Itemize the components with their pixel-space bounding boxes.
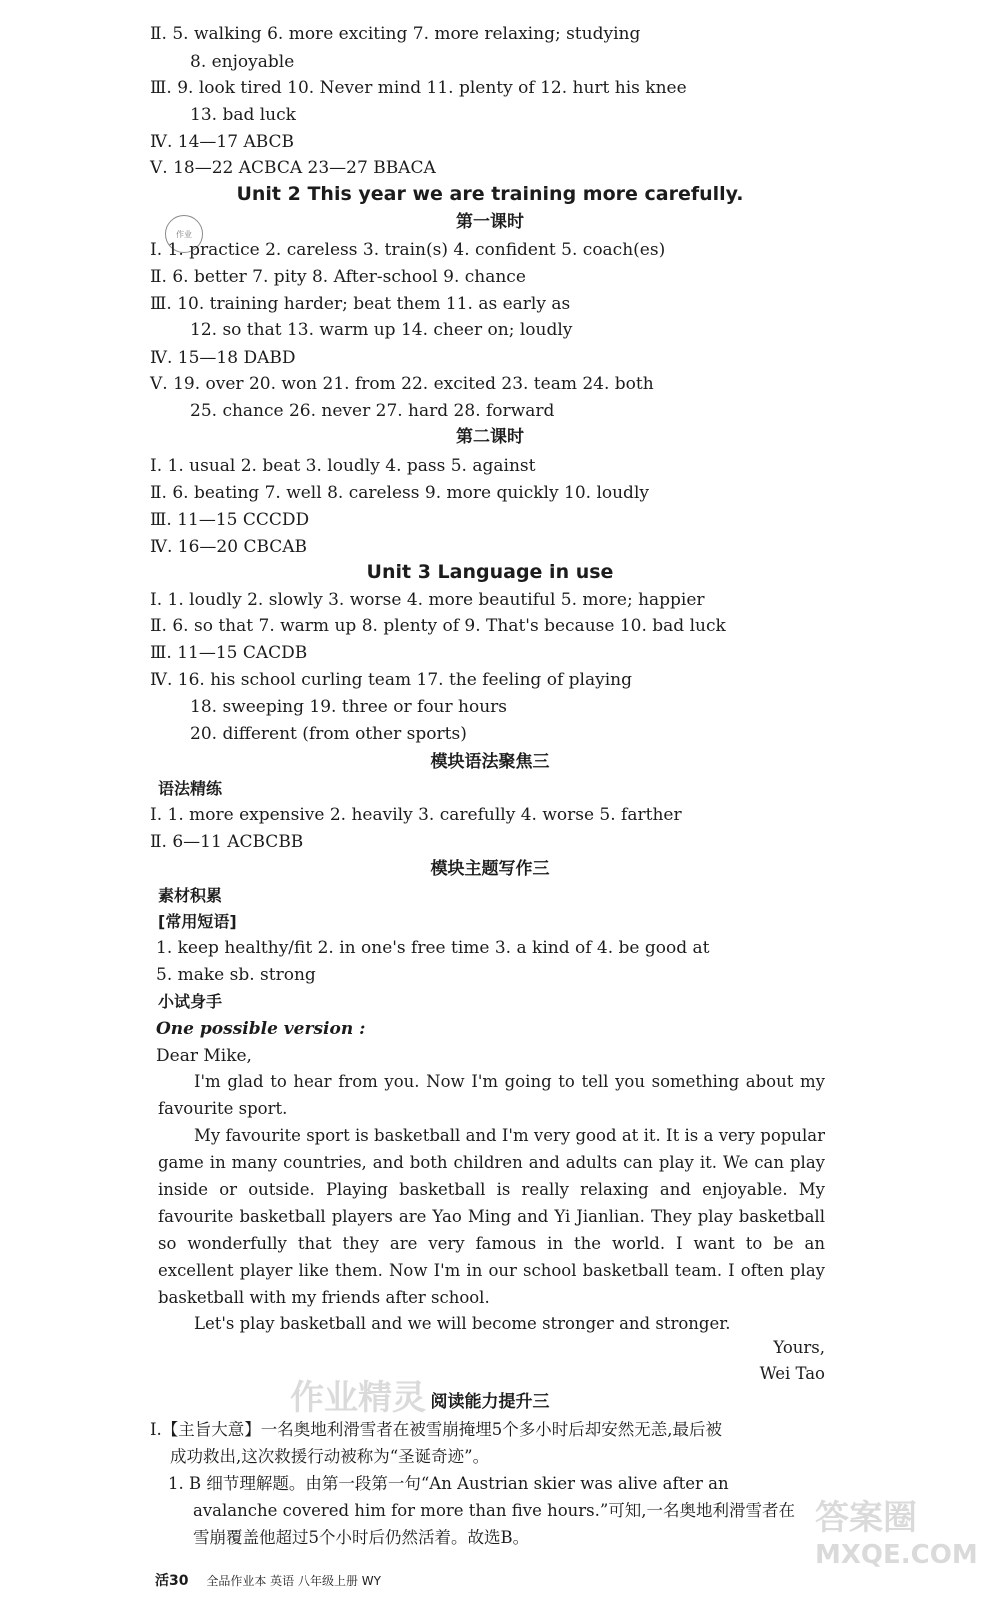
answer-line: Ⅰ. 1. loudly 2. slowly 3. worse 4. more beautiful 5. more; happier <box>150 590 705 610</box>
answer-line: Ⅰ. 1. more expensive 2. heavily 3. carefully 4. worse 5. farther <box>150 805 682 825</box>
answer-line: Ⅳ. 16—20 CBCAB <box>150 537 308 557</box>
watermark-logo: MXQE.COM <box>815 1540 978 1570</box>
answer-line: Ⅴ. 19. over 20. won 21. from 22. excited 23. team 24. both <box>150 374 654 394</box>
answer-line: Ⅲ. 9. look tired 10. Never mind 11. plenty of 12. hurt his knee <box>150 78 687 98</box>
salutation: Dear Mike, <box>156 1046 252 1066</box>
unit3-heading: Unit 3 Language in use <box>366 561 614 583</box>
writing-heading: 模块主题写作三 <box>430 859 550 879</box>
answer-line: Ⅱ. 6. beating 7. well 8. careless 9. more quickly 10. loudly <box>150 483 649 503</box>
writing-subheading: 素材积累 <box>158 886 223 905</box>
unit2-heading: Unit 2 This year we are training more carefully. <box>236 183 744 205</box>
book-info: 全品作业本 英语 八年级上册 WY <box>206 1574 381 1588</box>
page-footer <box>155 1572 381 1590</box>
answer-line: 13. bad luck <box>190 105 296 125</box>
answer-line: Ⅱ. 5. walking 6. more exciting 7. more relaxing; studying <box>150 24 641 44</box>
reading-line: 成功救出,这次救援行动被称为“圣诞奇迹”。 <box>170 1447 490 1466</box>
reading-line: avalanche covered him for more than five hours.”可知,一名奥地利滑雪者在 <box>193 1501 796 1520</box>
letter-paragraph: I'm glad to hear from you. Now I'm going to tell you something about my favourite sport. <box>158 1072 825 1118</box>
phrase-line: 5. make sb. strong <box>156 965 316 985</box>
version-line: One possible version : <box>156 1019 366 1039</box>
phrase-line: 1. keep healthy/fit 2. in one's free time 3. a kind of 4. be good at <box>156 938 710 958</box>
reading-heading: 阅读能力提升三 <box>430 1392 550 1412</box>
answer-line: Ⅱ. 6. better 7. pity 8. After-school 9. chance <box>150 267 526 287</box>
sign-off: Yours, <box>773 1338 825 1357</box>
answer-line: Ⅳ. 14—17 ABCB <box>150 132 295 152</box>
grammar-subheading: 语法精练 <box>158 779 223 798</box>
letter-paragraph: My favourite sport is basketball and I'm very good at it. It is a very popular game in many countries, and both children and adults can play it. We can play inside or outside. Playing basketball is really relaxing and enjoyable. My favourite basketball players are Yao Ming and Yi Jianlian. They play basketball so wonderfully that they are very famous in the world. I want to be an excellent player like them. Now I'm in our school basketball team. I often play basketball with my friends after school. <box>158 1126 825 1307</box>
answer-line: Ⅰ. 1. practice 2. careless 3. train(s) 4. confident 5. coach(es) <box>150 240 666 260</box>
reading-line: 1. B 细节理解题。由第一段第一句“An Austrian skier was alive after an <box>168 1474 729 1493</box>
answer-line: Ⅳ. 15—18 DABD <box>150 348 296 368</box>
answer-line: Ⅰ. 1. usual 2. beat 3. loudly 4. pass 5. against <box>150 456 536 476</box>
lesson1-heading: 第一课时 <box>456 212 524 232</box>
answer-line: Ⅱ. 6—11 ACBCBB <box>150 832 304 852</box>
page-number: 活30 <box>155 1573 189 1589</box>
answer-line: 20. different (from other sports) <box>190 724 467 744</box>
phrases-heading: [常用短语] <box>158 912 237 931</box>
letter-paragraph: Let's play basketball and we will become stronger and stronger. <box>194 1314 731 1333</box>
practice-subheading: 小试身手 <box>158 992 223 1011</box>
answer-line: 12. so that 13. warm up 14. cheer on; loudly <box>190 320 573 340</box>
answer-line: Ⅱ. 6. so that 7. warm up 8. plenty of 9. That's because 10. bad luck <box>150 616 726 636</box>
stamp-logo: 作业 <box>165 215 203 253</box>
version-label: One possible version <box>156 1019 354 1039</box>
answer-line: Ⅴ. 18—22 ACBCA 23—27 BBACA <box>150 158 436 178</box>
watermark-logo: 作业精灵 <box>290 1378 426 1418</box>
answer-line: Ⅲ. 11—15 CACDB <box>150 643 308 663</box>
answer-line: Ⅳ. 16. his school curling team 17. the feeling of playing <box>150 670 632 690</box>
signer: Wei Tao <box>759 1364 825 1383</box>
answer-line: 8. enjoyable <box>190 52 295 72</box>
answer-line: Ⅲ. 11—15 CCCDD <box>150 510 310 530</box>
grammar-heading: 模块语法聚焦三 <box>430 752 550 772</box>
answer-line: Ⅲ. 10. training harder; beat them 11. as early as <box>150 294 571 314</box>
reading-line: Ⅰ.【主旨大意】一名奥地利滑雪者在被雪崩掩埋5个多小时后却安然无恙,最后被 <box>150 1420 723 1439</box>
watermark-logo: 答案圈 <box>815 1498 917 1538</box>
lesson2-heading: 第二课时 <box>456 427 524 447</box>
reading-line: 雪崩覆盖他超过5个小时后仍然活着。故选B。 <box>193 1528 530 1547</box>
answer-line: 25. chance 26. never 27. hard 28. forward <box>190 401 555 421</box>
answer-line: 18. sweeping 19. three or four hours <box>190 697 508 717</box>
